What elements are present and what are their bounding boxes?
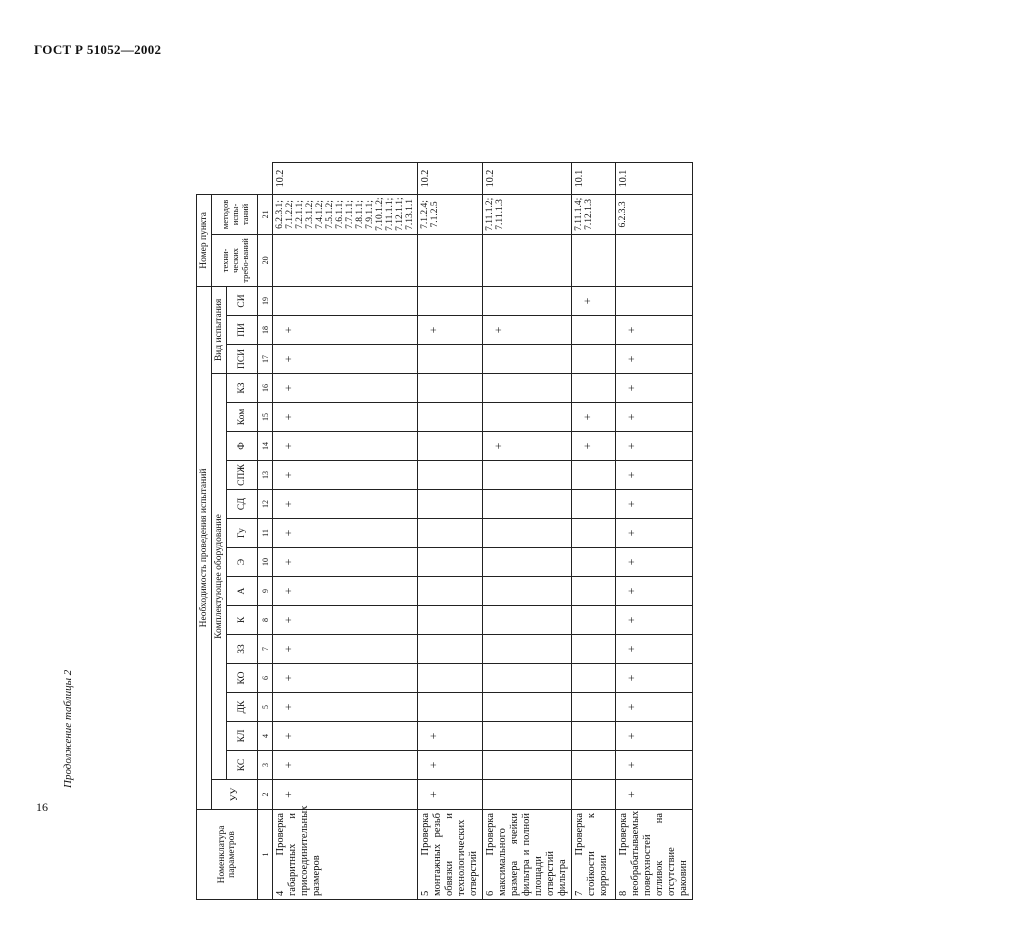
column-number: 14: [258, 432, 273, 461]
mark-cell: +: [273, 461, 418, 490]
mark-cell: [273, 286, 418, 315]
mark-cell: [483, 403, 572, 432]
mark-cell: [418, 345, 483, 374]
requirements-cell: 6.2.3.3: [616, 194, 693, 234]
methods-cell: 10.2: [418, 163, 483, 195]
column-number: 6: [258, 664, 273, 693]
table-container: [80, 80, 1016, 896]
table-row: [572, 163, 616, 900]
column-number: 21: [258, 194, 273, 234]
mark-cell: +: [273, 751, 418, 780]
column-number: 18: [258, 316, 273, 345]
mark-cell: +: [273, 635, 418, 664]
mark-cell: +: [273, 432, 418, 461]
column-number: 19: [258, 286, 273, 315]
requirements-cell: 7.11.1.4; 7.12.1.3: [572, 194, 616, 234]
mark-cell: +: [572, 286, 616, 315]
mark-cell: +: [273, 490, 418, 519]
header-methods: методов испы-таний: [212, 194, 258, 234]
column-number: 5: [258, 693, 273, 722]
mark-cell: +: [273, 664, 418, 693]
mark-cell: [572, 316, 616, 345]
mark-cell: +: [418, 722, 483, 751]
mark-cell: [483, 635, 572, 664]
header-equipment-12: Ф: [227, 432, 258, 461]
header-equipment-13: Ком: [227, 403, 258, 432]
mark-cell: [418, 286, 483, 315]
mark-cell: +: [616, 519, 693, 548]
table-row: [483, 163, 572, 900]
mark-cell: [418, 635, 483, 664]
mark-cell: [418, 461, 483, 490]
mark-cell: [616, 286, 693, 315]
mark-cell: [483, 490, 572, 519]
mark-cell: +: [273, 606, 418, 635]
header-uu: УУ: [212, 780, 258, 810]
mark-cell: [483, 286, 572, 315]
mark-cell: [418, 234, 483, 286]
mark-cell: +: [616, 548, 693, 577]
column-number: 16: [258, 374, 273, 403]
mark-cell: [418, 577, 483, 606]
mark-cell: [418, 519, 483, 548]
header-test-type-3: СИ: [227, 286, 258, 315]
column-number: 20: [258, 234, 273, 286]
mark-cell: +: [418, 316, 483, 345]
mark-cell: +: [273, 374, 418, 403]
mark-cell: [483, 519, 572, 548]
methods-cell: 10.2: [483, 163, 572, 195]
column-number: 12: [258, 490, 273, 519]
mark-cell: +: [616, 403, 693, 432]
column-number: 2: [258, 780, 273, 810]
mark-cell: [572, 780, 616, 810]
mark-cell: [483, 693, 572, 722]
param-cell: 8 Проверка необрабатываемых поверхностей отливок на отсутствие раковин: [616, 810, 693, 900]
mark-cell: +: [273, 577, 418, 606]
mark-cell: [572, 345, 616, 374]
header-equipment-3: ДК: [227, 693, 258, 722]
mark-cell: +: [572, 403, 616, 432]
mark-cell: [483, 345, 572, 374]
mark-cell: [572, 635, 616, 664]
mark-cell: +: [273, 548, 418, 577]
mark-cell: +: [616, 664, 693, 693]
mark-cell: +: [616, 490, 693, 519]
mark-cell: +: [616, 780, 693, 810]
mark-cell: +: [616, 345, 693, 374]
mark-cell: [572, 722, 616, 751]
column-number: 15: [258, 403, 273, 432]
header-requirements: техни-ческих требо-ваний: [212, 234, 258, 286]
mark-cell: +: [572, 432, 616, 461]
mark-cell: [572, 548, 616, 577]
column-number: 10: [258, 548, 273, 577]
mark-cell: +: [273, 693, 418, 722]
header-test-type: Вид испытания: [212, 286, 227, 373]
methods-cell: 10.1: [616, 163, 693, 195]
header-item-number: Номер пункта: [197, 194, 212, 286]
header-equipment: Комплектующее оборудование: [212, 374, 227, 780]
column-number: 7: [258, 635, 273, 664]
mark-cell: +: [273, 345, 418, 374]
parameters-table: [196, 162, 693, 900]
mark-cell: +: [273, 519, 418, 548]
mark-cell: [483, 780, 572, 810]
header-equipment-1: КС: [227, 751, 258, 780]
header-parameters: Номенклатура параметров: [197, 810, 258, 900]
header-equipment-4: КО: [227, 664, 258, 693]
mark-cell: +: [418, 751, 483, 780]
header-equipment-10: СД: [227, 490, 258, 519]
mark-cell: +: [616, 693, 693, 722]
mark-cell: [616, 234, 693, 286]
requirements-cell: 6.2.3.1; 7.1.2.2; 7.2.1.1; 7.3.1.2; 7.4.1.2; 7.5.1.2; 7.6.1.1; 7.7.1.1; 7.8.1.1; 7.9.1.1; 7.10.1.2; 7.11.1.1; 7.12.1.1; 7.13.1.1: [273, 194, 418, 234]
document-header: ГОСТ Р 51052—2002: [34, 42, 162, 57]
mark-cell: [483, 577, 572, 606]
header-equipment-9: Гу: [227, 519, 258, 548]
table-row: [418, 163, 483, 900]
column-number: 8: [258, 606, 273, 635]
header-test-type-2: ПИ: [227, 316, 258, 345]
table-row: [273, 163, 418, 900]
column-number: 3: [258, 751, 273, 780]
header-need: Необходимость проведения испытаний: [197, 286, 212, 809]
mark-cell: +: [483, 432, 572, 461]
mark-cell: [572, 519, 616, 548]
mark-cell: +: [273, 403, 418, 432]
mark-cell: [572, 234, 616, 286]
mark-cell: +: [616, 635, 693, 664]
mark-cell: [572, 751, 616, 780]
header-equipment-11: СПЖ: [227, 461, 258, 490]
mark-cell: +: [616, 374, 693, 403]
mark-cell: [572, 693, 616, 722]
mark-cell: +: [483, 316, 572, 345]
param-cell: 5 Проверка монтажных резьб обвязки и технологических отверстий: [418, 810, 483, 900]
param-cell: 4 Проверка габаритных и присоединительных размеров: [273, 810, 418, 900]
mark-cell: +: [616, 751, 693, 780]
mark-cell: [572, 664, 616, 693]
mark-cell: [483, 722, 572, 751]
column-number: 1: [258, 810, 273, 900]
mark-cell: [418, 374, 483, 403]
column-number: 11: [258, 519, 273, 548]
mark-cell: +: [616, 461, 693, 490]
column-number: 4: [258, 722, 273, 751]
mark-cell: +: [418, 780, 483, 810]
header-equipment-2: КЛ: [227, 722, 258, 751]
table-row: [616, 163, 693, 900]
header-equipment-14: КЗ: [227, 374, 258, 403]
page-number: 16: [36, 800, 48, 814]
mark-cell: [418, 664, 483, 693]
header-equipment-8: Э: [227, 548, 258, 577]
mark-cell: [483, 461, 572, 490]
mark-cell: [273, 234, 418, 286]
mark-cell: [572, 577, 616, 606]
column-number: 17: [258, 345, 273, 374]
mark-cell: [418, 693, 483, 722]
mark-cell: [418, 432, 483, 461]
mark-cell: [483, 606, 572, 635]
mark-cell: [572, 490, 616, 519]
header-equipment-7: А: [227, 577, 258, 606]
header-equipment-6: К: [227, 606, 258, 635]
methods-cell: 10.2: [273, 163, 418, 195]
mark-cell: [572, 606, 616, 635]
mark-cell: +: [616, 316, 693, 345]
mark-cell: [483, 234, 572, 286]
methods-cell: 10.1: [572, 163, 616, 195]
requirements-cell: 7.11.1.2; 7.11.1.3: [483, 194, 572, 234]
mark-cell: +: [616, 432, 693, 461]
param-cell: 6 Проверка максимального размера ячейки фильтра и полной площади отверстий фильтра: [483, 810, 572, 900]
mark-cell: [572, 461, 616, 490]
param-cell: 7 Проверка стойкости к коррозии: [572, 810, 616, 900]
mark-cell: +: [616, 577, 693, 606]
mark-cell: [418, 606, 483, 635]
mark-cell: +: [616, 722, 693, 751]
mark-cell: [418, 548, 483, 577]
mark-cell: [483, 374, 572, 403]
mark-cell: [418, 490, 483, 519]
mark-cell: [483, 664, 572, 693]
mark-cell: [483, 751, 572, 780]
column-number: 9: [258, 577, 273, 606]
requirements-cell: 7.1.2.4; 7.1.2.5: [418, 194, 483, 234]
mark-cell: [572, 374, 616, 403]
mark-cell: +: [273, 316, 418, 345]
column-number: 13: [258, 461, 273, 490]
header-equipment-5: ЗЗ: [227, 635, 258, 664]
header-test-type-1: ПСИ: [227, 345, 258, 374]
continuation-label: Продолжение таблицы 2: [62, 669, 74, 788]
mark-cell: +: [616, 606, 693, 635]
mark-cell: [483, 548, 572, 577]
mark-cell: +: [273, 722, 418, 751]
mark-cell: +: [273, 780, 418, 810]
mark-cell: [418, 403, 483, 432]
